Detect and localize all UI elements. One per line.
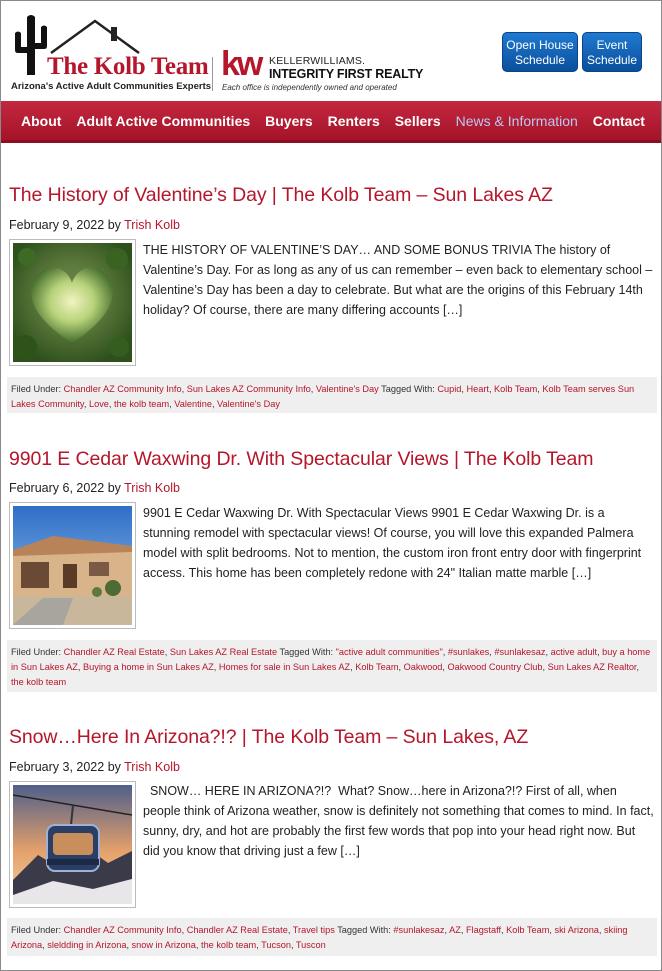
tag-link[interactable]: Buying a home in Sun Lakes AZ [83, 662, 214, 672]
tag-link[interactable]: Oakwood Country Club [447, 662, 543, 672]
tag-link[interactable]: the kolb team [11, 677, 67, 687]
filed-under-label: Filed Under: [11, 647, 62, 657]
kw-office-name: INTEGRITY FIRST REALTY [269, 67, 424, 81]
post-excerpt [143, 240, 655, 320]
cactus-icon [11, 13, 51, 79]
post-date: February 9, 2022 [9, 218, 105, 232]
post-by: by [107, 481, 121, 495]
post-thumbnail[interactable] [9, 239, 136, 366]
excerpt-text: 9901 E Cedar Waxwing Dr. With Spectacular Views 9901 E Cedar Waxwing Dr. is a stunning remodel with spectacular views! Of course, you will love this expanded Palmera model with split bedrooms. Not to mention, the custom iron front entry door with fingerprint access. This home has been completely redone with 24" Italian matte marble [143, 506, 642, 580]
tag-link[interactable]: Kolb Team [355, 662, 399, 672]
post-author-link[interactable]: Trish Kolb [124, 481, 180, 495]
tag-link[interactable]: #sunlakesaz [494, 647, 546, 657]
read-more-link[interactable]: […] [340, 844, 360, 858]
open-house-label-2: Schedule [514, 53, 566, 67]
tag-link[interactable]: AZ [449, 925, 461, 935]
site-logo[interactable] [9, 11, 424, 93]
post-title[interactable]: Snow…Here In Arizona?!? | The Kolb Team – Sun Lakes, AZ [9, 726, 529, 748]
event-label-2: Schedule [586, 53, 638, 67]
category-link[interactable]: Travel tips [292, 925, 335, 935]
category-link[interactable]: Chandler AZ Real Estate [63, 647, 165, 657]
read-more-link[interactable]: […] [571, 566, 592, 580]
post-excerpt [143, 503, 655, 583]
event-schedule-button[interactable] [582, 32, 642, 72]
house-roof-icon [49, 17, 141, 55]
post-date: February 3, 2022 [9, 760, 105, 774]
tag-link[interactable]: "active adult communities" [335, 647, 443, 657]
read-more-link[interactable]: […] [442, 303, 463, 317]
filed-under-label: Filed Under: [11, 925, 62, 935]
nav-sellers[interactable]: Sellers [394, 112, 441, 129]
post-title[interactable]: The History of Valentine’s Day | The Kolb Team – Sun Lakes AZ [9, 184, 553, 206]
post-taxonomy: Filed Under: Chandler AZ Community Info, Chandler AZ Real Estate, Travel tips Tagged With: #sunlakesaz, AZ, Flagstaff, Kolb Team, ski Arizona, skiing Arizona, sleldding in Arizona, snow in Arizona, the kolb team, Tucson, Tuscon [7, 918, 657, 956]
heart-hedge-image [13, 243, 132, 362]
post-excerpt [143, 781, 658, 861]
logo-divider [212, 57, 213, 91]
tag-link[interactable]: Sun Lakes AZ Realtor [547, 662, 637, 672]
tag-link[interactable]: Kolb Team [494, 384, 538, 394]
category-link[interactable]: Chandler AZ Community Info [63, 925, 182, 935]
post-title[interactable]: 9901 E Cedar Waxwing Dr. With Spectacular Views | The Kolb Team [9, 448, 594, 470]
category-link[interactable]: Sun Lakes AZ Community Info [186, 384, 311, 394]
category-link[interactable]: Chandler AZ Real Estate [186, 925, 288, 935]
post-by: by [107, 760, 121, 774]
tag-link[interactable]: Valentine's Day [217, 399, 280, 409]
nav-renters[interactable]: Renters [327, 112, 380, 129]
house-exterior-image [13, 506, 132, 625]
tag-link[interactable]: sleldding in Arizona [47, 940, 127, 950]
filed-under-label: Filed Under: [11, 384, 62, 394]
nav-news-information[interactable]: News & Information [455, 112, 578, 129]
tag-link[interactable]: snow in Arizona [131, 940, 196, 950]
post-thumbnail[interactable] [9, 502, 136, 629]
tagged-with-label: Tagged With: [381, 384, 435, 394]
nav-buyers[interactable]: Buyers [265, 112, 313, 129]
excerpt-text: THE HISTORY OF VALENTINE’S DAY… AND SOME BONUS TRIVIA The history of Valentine’s Day. For as long as any of us can remember – even back to elementary school – Valentine’s Day has been a day to celebrate. But what are the origins of this February 14th holiday? Of course, there are many differing accounts [143, 243, 653, 317]
tag-link[interactable]: Cupid [437, 384, 462, 394]
tagged-with-label: Tagged With: [337, 925, 391, 935]
event-label-1: Event [596, 38, 628, 52]
post-meta [9, 218, 180, 232]
post-author-link[interactable]: Trish Kolb [124, 218, 180, 232]
tag-link[interactable]: Flagstaff [465, 925, 502, 935]
post-meta [9, 760, 180, 774]
tag-link[interactable]: the kolb team [201, 940, 257, 950]
nav-contact[interactable]: Contact [592, 112, 645, 129]
tag-link[interactable]: Homes for sale in Sun Lakes AZ [218, 662, 351, 672]
post-taxonomy: Filed Under: Chandler AZ Real Estate, Sun Lakes AZ Real Estate Tagged With: "active adult communities", #sunlakes, #sunlakesaz, active adult, buy a home in Sun Lakes AZ, Buying a home in Sun Lakes AZ, Homes for sale in Sun Lakes AZ, Kolb Team, Oakwood, Oakwood Country Club, Sun Lakes AZ Realtor, the kolb team [7, 640, 657, 692]
tag-link[interactable]: Tuscon [295, 940, 326, 950]
category-link[interactable]: Chandler AZ Community Info [63, 384, 182, 394]
tag-link[interactable]: skiing Arizona [11, 925, 628, 950]
ski-gondola-image [13, 785, 132, 904]
tag-link[interactable]: Kolb Team serves Sun Lakes Community [11, 384, 635, 409]
category-link[interactable]: Sun Lakes AZ Real Estate [169, 647, 278, 657]
site-header [1, 1, 661, 101]
kw-brand-name: KELLERWILLIAMS. [269, 55, 366, 67]
tag-link[interactable]: #sunlakesaz [393, 925, 445, 935]
nav-adult-active-communities[interactable]: Adult Active Communities [76, 112, 251, 129]
post-meta [9, 481, 180, 495]
post-author-link[interactable]: Trish Kolb [124, 760, 180, 774]
tag-link[interactable]: the kolb team [114, 399, 170, 409]
post-by: by [107, 218, 121, 232]
tag-link[interactable]: active adult [550, 647, 598, 657]
tag-link[interactable]: Heart [466, 384, 489, 394]
tag-link[interactable]: Kolb Team [506, 925, 550, 935]
brand-title: The Kolb Team [47, 53, 209, 80]
excerpt-text: SNOW… HERE IN ARIZONA?!? What? Snow…here in Arizona?!? First of all, when people think of Arizona weather, snow is definitely not something that comes to mind. In fact, sunny, dry, and hot are probably the first few words that pop into your head right now. But did you know that driving just a few [143, 784, 658, 858]
open-house-schedule-button[interactable] [502, 32, 578, 72]
category-link[interactable]: Valentine's Day [315, 384, 379, 394]
keller-williams-logo: kw [221, 45, 261, 83]
post-thumbnail[interactable] [9, 781, 136, 908]
post-date: February 6, 2022 [9, 481, 105, 495]
tag-link[interactable]: buy a home in Sun Lakes AZ [11, 647, 651, 672]
open-house-label-1: Open House [506, 38, 574, 52]
tag-link[interactable]: Oakwood [403, 662, 443, 672]
main-nav [1, 101, 661, 143]
tag-link[interactable]: Tucson [261, 940, 291, 950]
nav-about[interactable]: About [21, 112, 62, 129]
tag-link[interactable]: Valentine [174, 399, 212, 409]
tag-link[interactable]: Love [88, 399, 109, 409]
tagged-with-label: Tagged With: [279, 647, 334, 657]
kw-disclaimer: Each office is independently owned and operated [222, 83, 397, 92]
brand-tagline: Arizona's Active Adult Communities Experts [11, 81, 212, 92]
tag-link[interactable]: #sunlakes [447, 647, 490, 657]
post-taxonomy: Filed Under: Chandler AZ Community Info, Sun Lakes AZ Community Info, Valentine's Day Tagged With: Cupid, Heart, Kolb Team, Kolb Team serves Sun Lakes Community, Love, the kolb team, Valentine, Valentine's Day [7, 377, 657, 413]
tag-link[interactable]: ski Arizona [554, 925, 599, 935]
